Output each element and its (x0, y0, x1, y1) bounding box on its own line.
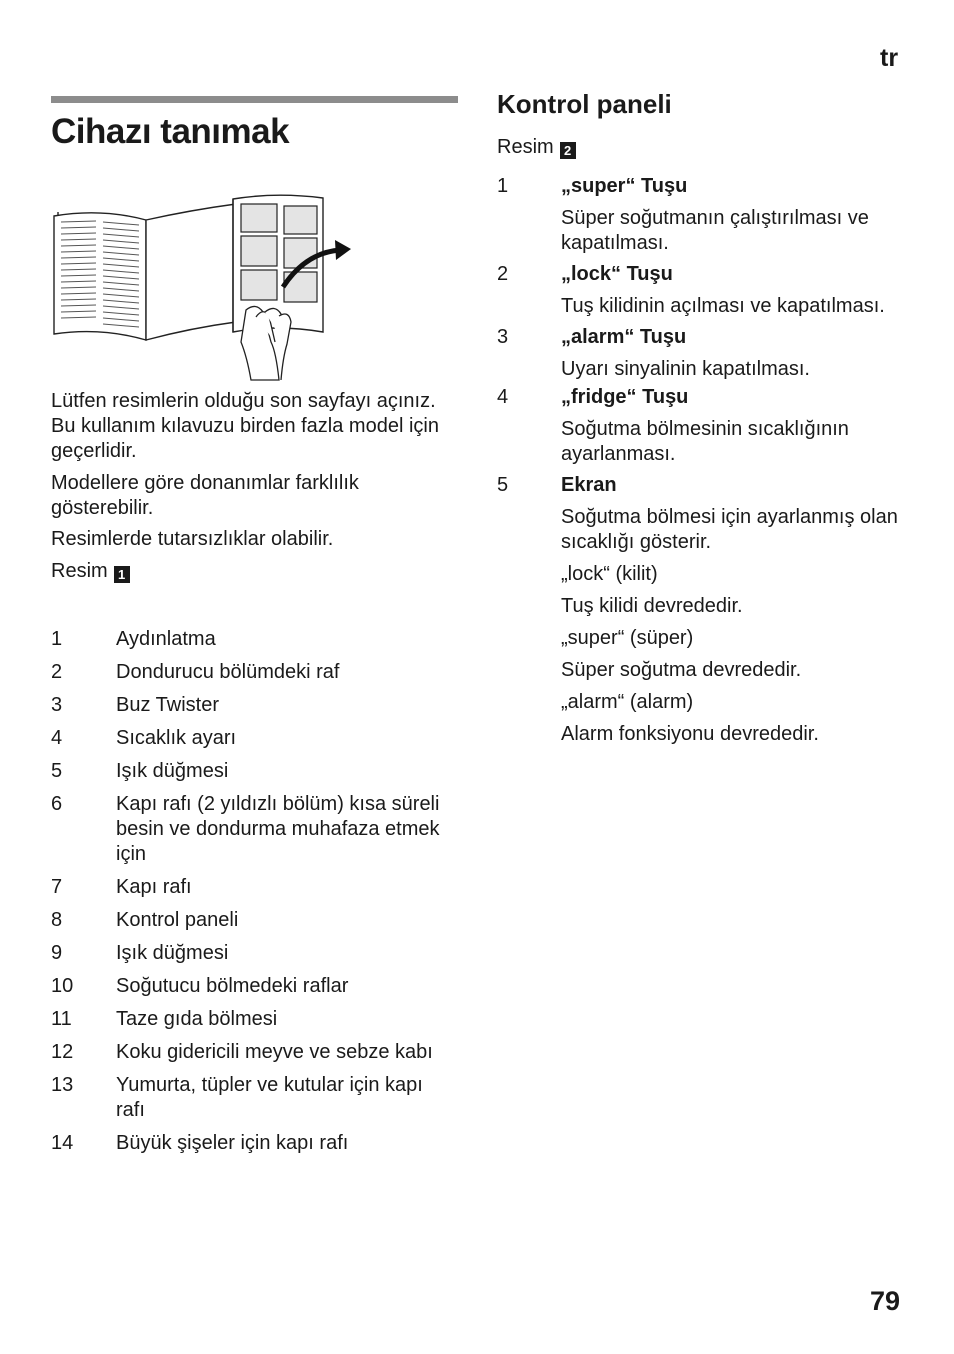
item-label: Işık düğmesi (116, 760, 229, 782)
item-number: 13 (51, 1074, 74, 1096)
list-item (497, 385, 907, 410)
item-label: Soğutucu bölmedeki raflar (116, 975, 349, 997)
item-label: Kapı rafı (116, 876, 192, 898)
item-number: 6 (51, 793, 63, 815)
figure-label: Resim (497, 136, 554, 158)
control-panel-list (497, 174, 907, 747)
list-item (497, 325, 907, 350)
item-number: 11 (51, 1008, 72, 1030)
list-item (497, 262, 907, 287)
item-name: Ekran (561, 474, 617, 496)
display-indicator-alarm: „alarm“ (alarm) (561, 691, 694, 713)
manual-illustration-icon (51, 192, 353, 382)
item-description: Soğutma bölmesi için ayarlanmış olan sıcaklığı gösterir. (561, 506, 898, 553)
item-name: „alarm“ Tuşu (561, 326, 687, 348)
page-number: 79 (870, 1286, 901, 1316)
display-indicator-description: Tuş kilidi devrededir. (561, 595, 743, 617)
list-item (51, 1131, 451, 1156)
list-item (51, 627, 451, 652)
list-item (51, 908, 451, 933)
item-number: 5 (497, 474, 509, 496)
figure-label: Resim (51, 560, 108, 582)
item-number: 10 (51, 975, 74, 997)
item-number: 1 (497, 175, 509, 197)
item-label: Aydınlatma (116, 628, 216, 650)
section-heading: Kontrol paneli (497, 89, 672, 119)
item-number: 3 (497, 326, 509, 348)
list-item (51, 759, 451, 784)
item-number: 3 (51, 694, 63, 716)
item-name: „lock“ Tuşu (561, 263, 673, 285)
display-indicator-super: „super“ (süper) (561, 627, 694, 649)
item-number: 4 (497, 386, 509, 408)
item-name: „super“ Tuşu (561, 175, 688, 197)
list-item (51, 726, 451, 751)
item-label: Koku gidericili meyve ve sebze kabı (116, 1041, 433, 1063)
list-item (497, 473, 907, 498)
list-item (51, 660, 451, 685)
item-label: Işık düğmesi (116, 942, 229, 964)
item-number: 5 (51, 760, 63, 782)
page-title: Cihazı tanımak (51, 112, 290, 151)
list-item (51, 1040, 451, 1065)
item-label: Taze gıda bölmesi (116, 1008, 278, 1030)
language-tag: tr (880, 44, 899, 72)
item-label: Büyük şişeler için kapı rafı (116, 1132, 349, 1154)
display-indicator-lock: „lock“ (kilit) (561, 563, 658, 585)
intro-paragraph: Lütfen resimlerin olduğu son sayfayı açınız. Bu kullanım kılavuzu birden fazla model için geçerlidir. (51, 390, 439, 462)
list-item (51, 1007, 451, 1032)
item-number: 1 (51, 628, 63, 650)
list-item (51, 1073, 451, 1123)
item-number: 7 (51, 876, 63, 898)
display-indicator-description: Alarm fonksiyonu devrededir. (561, 723, 819, 745)
list-item (51, 941, 451, 966)
list-item (51, 792, 451, 867)
item-label: Dondurucu bölümdeki raf (116, 661, 340, 683)
item-label: Kontrol paneli (116, 909, 239, 931)
models-paragraph: Modellere göre donanımlar farklılık gösterebilir. (51, 472, 359, 519)
figure-number-badge: 2 (560, 142, 576, 159)
item-label: Kapı rafı (2 yıldızlı bölüm) kısa süreli besin ve dondurma muhafaza etmek için (116, 793, 440, 865)
inconsistency-paragraph: Resimlerde tutarsızlıklar olabilir. (51, 528, 334, 550)
item-number: 2 (51, 661, 63, 683)
list-item (51, 693, 451, 718)
item-number: 4 (51, 727, 63, 749)
item-number: 9 (51, 942, 63, 964)
item-description: Soğutma bölmesinin sıcaklığının ayarlanması. (561, 418, 849, 465)
item-name: „fridge“ Tuşu (561, 386, 689, 408)
display-indicator-description: Süper soğutma devrededir. (561, 659, 802, 681)
figure-reference (51, 559, 130, 584)
item-label: Sıcaklık ayarı (116, 727, 237, 749)
item-number: 14 (51, 1132, 74, 1154)
figure-number-badge: 1 (114, 566, 130, 583)
item-description: Tuş kilidinin açılması ve kapatılması. (561, 295, 885, 317)
component-list (51, 627, 451, 1164)
section-rule (51, 96, 458, 103)
item-label: Yumurta, tüpler ve kutular için kapı rafı (116, 1074, 423, 1121)
item-number: 2 (497, 263, 509, 285)
item-description: Süper soğutmanın çalıştırılması ve kapatılması. (561, 207, 869, 254)
item-label: Buz Twister (116, 694, 219, 716)
list-item (497, 174, 907, 199)
item-number: 12 (51, 1041, 74, 1063)
figure-reference (497, 135, 576, 160)
list-item (51, 875, 451, 900)
list-item (51, 974, 451, 999)
item-description: Uyarı sinyalinin kapatılması. (561, 358, 810, 380)
item-number: 8 (51, 909, 63, 931)
